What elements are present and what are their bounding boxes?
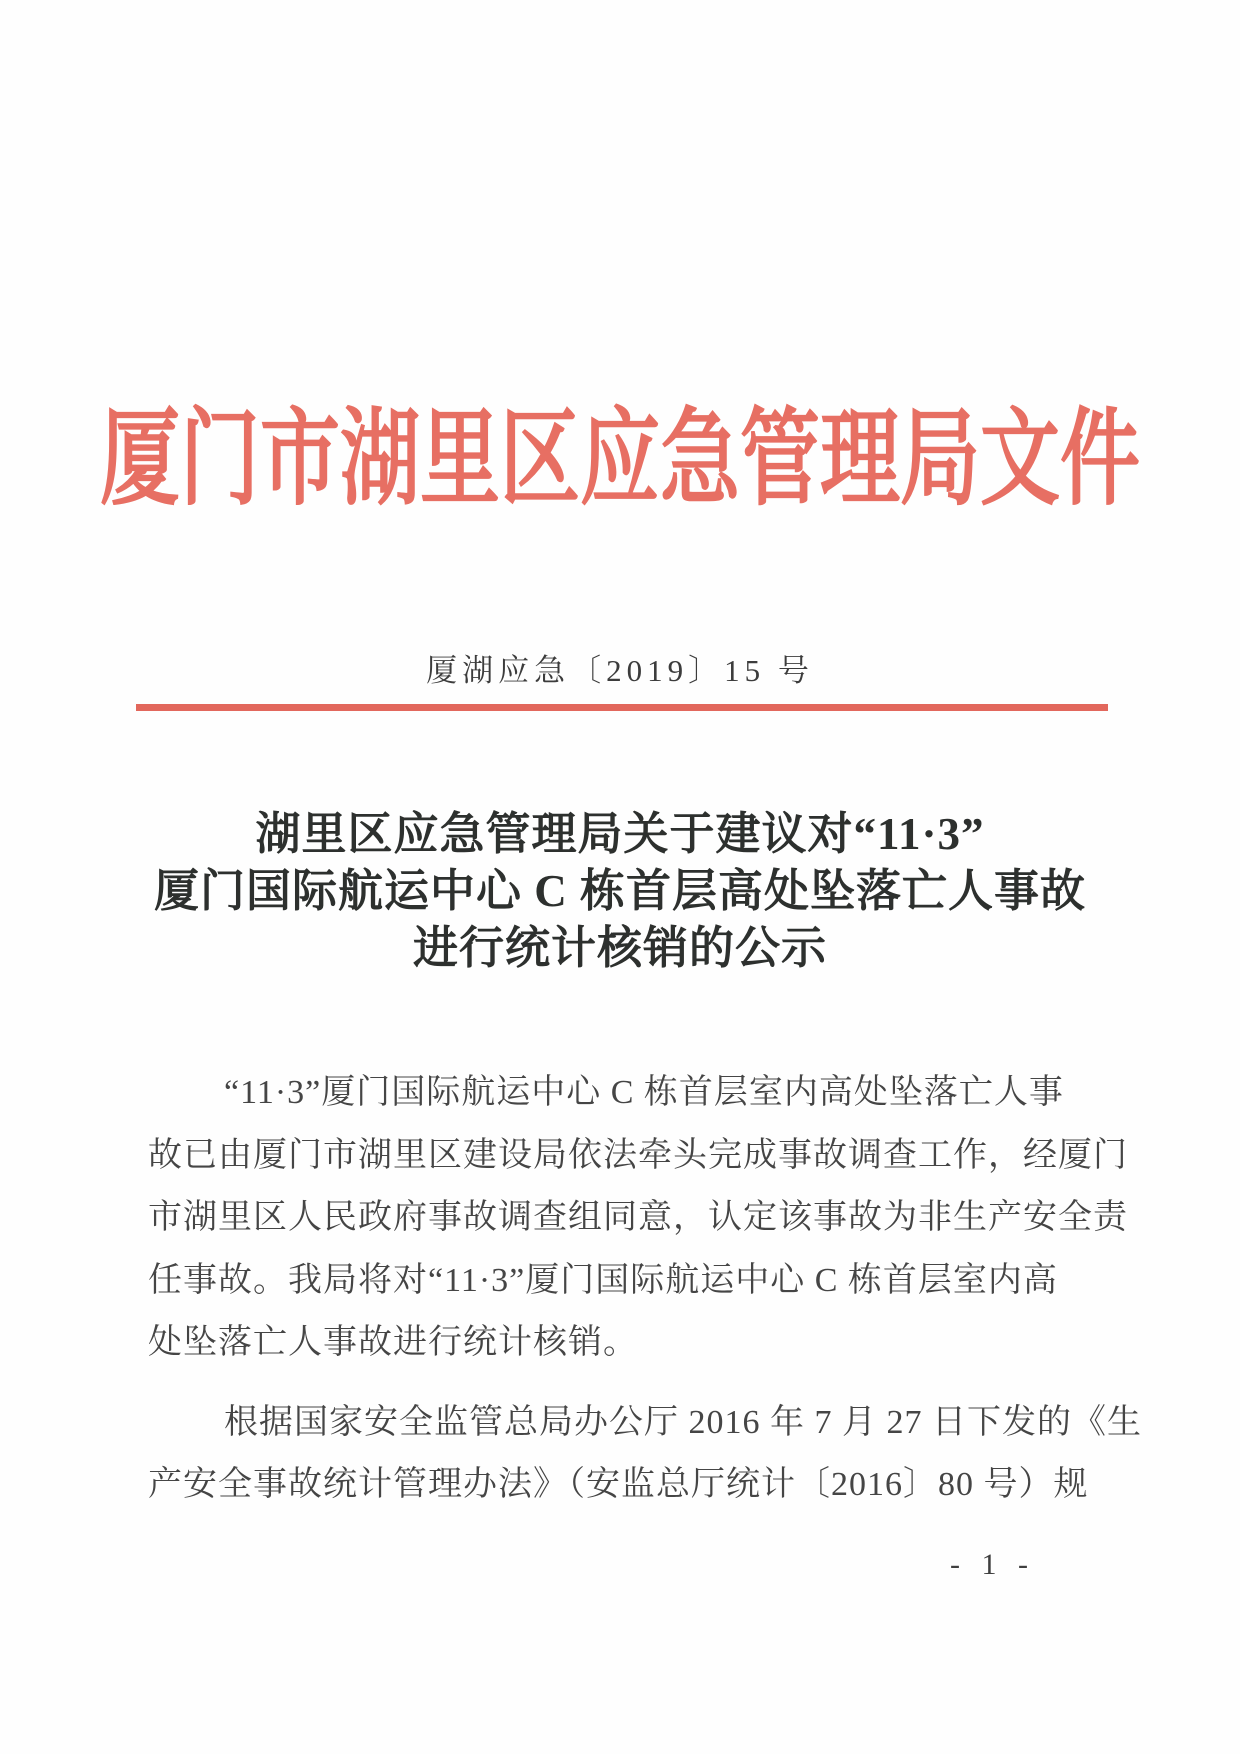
- paragraph-line: “11·3”厦门国际航运中心 C 栋首层室内高处坠落亡人事: [224, 1074, 1064, 1111]
- body-paragraph-2: [148, 1392, 1142, 1517]
- document-title-line: 湖里区应急管理局关于建议对“11·3”: [255, 809, 985, 859]
- agency-header-title: 厦门市湖里区应急管理局文件: [100, 402, 1140, 519]
- paragraph-line: 产安全事故统计管理办法》（安监总厅统计〔2016〕80 号）规: [148, 1466, 1089, 1503]
- document-body: [148, 1062, 1142, 1517]
- paragraph-line: 任事故。我局将对“11·3”厦门国际航运中心 C 栋首层室内高: [148, 1261, 1058, 1299]
- document-title: [70, 806, 1170, 977]
- body-paragraph-1: [148, 1062, 1128, 1375]
- document-number: 厦湖应急〔2019〕15 号: [426, 653, 814, 688]
- document-title-line: 厦门国际航运中心 C 栋首层高处坠落亡人事故: [154, 866, 1086, 916]
- paragraph-line: 市湖里区人民政府事故调查组同意，认定该事故为非生产安全责: [148, 1199, 1128, 1236]
- paragraph-line: 处坠落亡人事故进行统计核销。: [148, 1324, 638, 1361]
- red-separator-line: [136, 704, 1108, 711]
- paragraph-line: 根据国家安全监管总局办公厅 2016 年 7 月 27 日下发的《生: [224, 1403, 1142, 1441]
- document-title-line: 进行统计核销的公示: [412, 923, 827, 973]
- paragraph-line: 故已由厦门市湖里区建设局依法牵头完成事故调查工作，经厦门: [148, 1136, 1128, 1174]
- page-number: - 1 -: [950, 1548, 1035, 1581]
